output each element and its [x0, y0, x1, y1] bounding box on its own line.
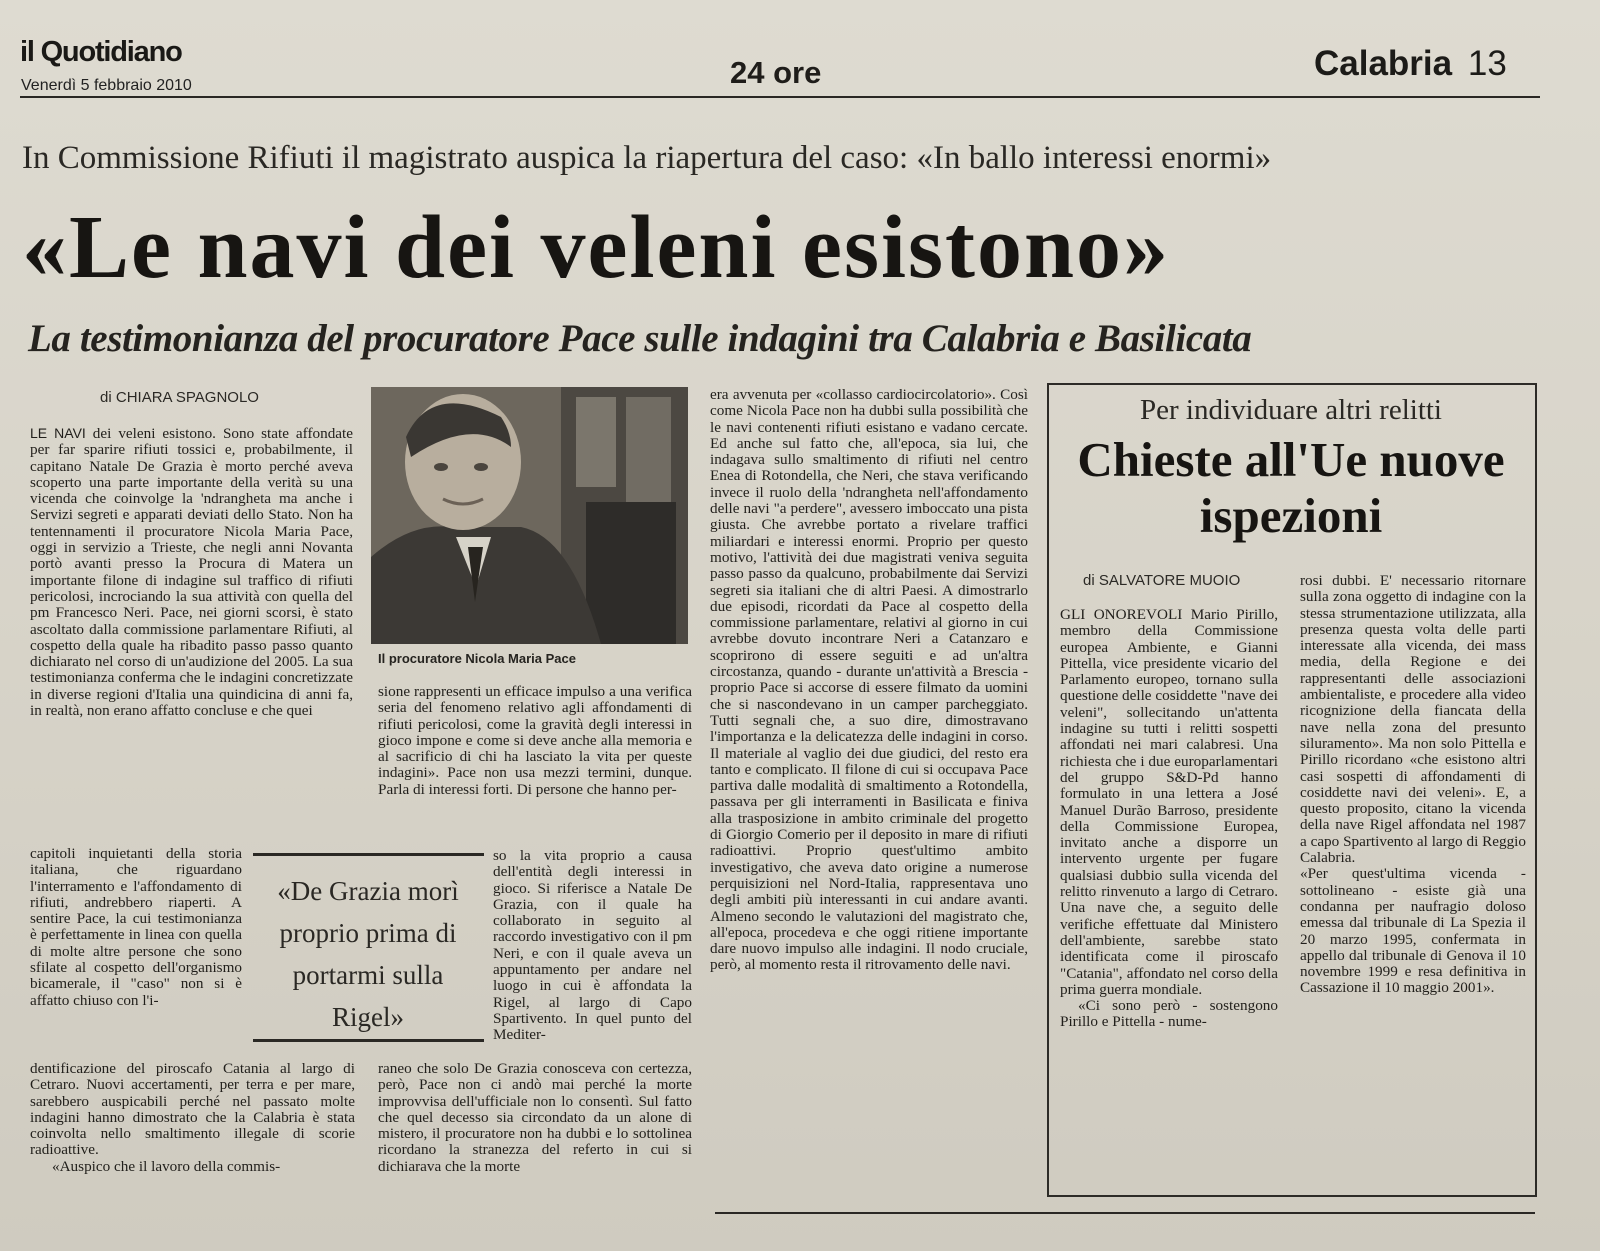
article-column-2-bottom: raneo che solo De Grazia conosceva con certezza, però, Pace non ci andò mai perché la morte improvvisa dell'ufficiale non lo consentì. Sul fatto che quel decesso sia circondato da un alone di mistero, il procuratore non ha dubbi e lo sottolinea ricordano la stranezza del referto in cui si dichiarava che la morte: [378, 1061, 692, 1175]
sidebar-paragraph-3: rosi dubbi. E' necessario ritornare sulla zona oggetto di indagine con la stessa strumentazione utilizzata, alla presenza questa volta delle parti interessate alla vicenda, dei mass media, della Regione e dei rappresentanti delle associazioni ambientaliste, e procedere alla video ricognizione della fiancata della nave nella zona del presunto siluramento». Ma non solo Pittella e Pirillo ricordano «che esistono altri casi sospetti di affondamenti di cosiddette navi dei veleni». E, a questo proposito, citano la vicenda della nave Rigel affondata nel 1987 a capo Spartivento al largo di Reggio Calabria.: [1300, 573, 1526, 867]
article-column-2-narrow: so la vita proprio a causa dell'entità degli interessi in gioco. Si riferisce a Natale De Grazia, con il quale ha collaborato in seguito al raccordo investigativo con il pm Neri, e con il quale aveva un appuntamento per andare nel luogo in cui è affondata la Rigel, al largo di Capo Spartivento. In quel punto del Mediter-: [493, 848, 692, 1044]
article-paragraph-1: [30, 425, 353, 719]
byline-name: CHIARA SPAGNOLO: [115, 389, 259, 406]
portrait-photo: [371, 387, 688, 644]
article-lead-in: LE NAVI: [30, 425, 86, 441]
sidebar-headline: Chieste all'Ue nuove ispezioni: [1077, 432, 1505, 543]
article-column-1-bottom: [30, 1061, 355, 1211]
masthead-date: Venerdì 5 febbraio 2010: [21, 77, 192, 94]
bottom-rule: [715, 1212, 1535, 1214]
portrait-illustration: [371, 387, 688, 644]
sidebar-column-2: [1300, 573, 1526, 1183]
masthead-rule: [20, 96, 1540, 98]
sidebar-paragraph-2: «Ci sono però - sostengono Pirillo e Pittella - nume-: [1060, 997, 1278, 1031]
masthead-region: [1314, 44, 1507, 84]
article-headline: «Le navi dei veleni esistono»: [22, 198, 1171, 297]
sidebar-byline: [1083, 572, 1240, 589]
article-kicker: In Commissione Rifiuti il magistrato auspica la riapertura del caso: «In ballo interessi enormi»: [22, 140, 1272, 176]
sidebar-kicker: Per individuare altri relitti: [1140, 394, 1442, 426]
sidebar-column-1: [1060, 607, 1278, 1182]
article-column-1-narrow: capitoli inquietanti della storia italiana, che riguardano l'interramento e l'affondamento di rifiuti, andrebbero riaperti. A sentire Pace, la cui testimonianza è perfettamente in linea con quella di molte altre persone che sono sfilate al cospetto dell'organismo bicamerale, il "caso" non si è affatto chiuso con l'i-: [30, 846, 242, 1009]
article-paragraph-4: «Auspico che il lavoro della commis-: [52, 1157, 281, 1175]
pullquote-rule-top: [253, 853, 484, 856]
masthead-logo: il Quotidiano: [20, 36, 182, 68]
region-label: Calabria: [1314, 44, 1453, 83]
sidebar-paragraph-4: «Per quest'ultima vicenda - sottolineano - esiste già una condanna per naufragio doloso emessa dal tribunale di La Spezia il 20 marzo 1995, confermata in appello dal tribunale di Genova il 10 novembre 1999 e resa definitiva in Cassazione il 10 maggio 2001».: [1300, 865, 1526, 997]
masthead-section: 24 ore: [730, 55, 822, 90]
article-column-1: [30, 425, 353, 847]
sidebar-byline-prefix: di: [1083, 572, 1095, 589]
photo-caption: Il procuratore Nicola Maria Pace: [378, 651, 576, 666]
article-paragraph-3: dentificazione del piroscafo Catania al largo di Cetraro. Nuovi accertamenti, per terra e per mare, sarebbero auspicabili perché nel passato molte indagini hanno dimostrato che la Calabria è stata coinvolta nello smaltimento illegale di scorie radioattive.: [30, 1061, 355, 1159]
sidebar-paragraph-1: GLI ONOREVOLI Mario Pirillo, membro della Commissione europea Ambiente, e Gianni Pittella, vice presidente vicario del Parlamento europeo, tornano sulla questione delle cosiddette "nave dei veleni", sollecitando un'attenta indagine su tutti i relitti sospetti affondati nei mari calabresi. Una richiesta che i due europarlamentari del gruppo S&D-Pd hanno formulato in una lettera a José Manuel Durão Barroso, presidente della Commissione Europea, invitato anche a disporre un intervento urgente per fugare qualsiasi dubbio sulla vicenda del relitto rinvenuto a largo di Cetraro. Una nave che, a seguito delle verifiche effettuate dal Ministero dell'ambiente, sarebbe stato identificata come il piroscafo "Catania", affondato nel corso della prima guerra mondiale.: [1060, 607, 1278, 998]
pullquote-rule-bottom: [253, 1039, 484, 1042]
article-byline: [100, 389, 259, 406]
article-column-3: era avvenuta per «collasso cardiocircolatorio». Così come Nicola Pace non ha dubbi sulla possibilità che le navi contenenti rifiuti esistano e vadano cercate. Ed anche sul fatto che, all'epoca, sia lui, che indagava sullo smaltimento di rifiuti nel centro Enea di Rotondella, che Neri, che stava verificando invece il ruolo della 'ndrangheta nell'affondamento delle navi "a perdere", avessero imboccato una pista giusta. Che avrebbe portato a rivelare traffici miliardari e interessi enormi. Proprio per questo motivo, l'attività dei due magistrati veniva seguita passo passo da qualcuno, probabilmente dai Servizi segreti sia italiani che di altri Paesi. A dimostrarlo due episodi, ricordati da Pace al cospetto della commissione parlamentare, relativi al giorno in cui avrebbe dovuto incontrare Neri a Catanzaro e scoprirono di essere seguiti e ad un'altra circostanza, quando - durante un'attività a Brescia - proprio Pace si accorse di essere filmato da uomini che si nascondevano in un camper parcheggiato. Tutti segnali che, a suo dire, dimostravano l'importanza e la delicatezza delle indagini in corso. Il materiale al vaglio dei due giudici, del resto era tanto e complicato. Il filone di cui si occupava Pace partiva dalle modalità di smaltimento a Rotondella, passava per gli interramenti in Basilicata e finiva alla trasposizione in ambito criminale del progetto di Giorgio Comerio per il deposito in mare di rifiuti radioattivi. Proprio quest'ultimo ambito investigativo, che aveva dato origine a numerose perquisizioni nel Nord-Italia, rappresentava uno degli ambiti più interessanti in cui andare avanti. Almeno secondo le valutazioni del magistrato che, all'epoca, procedeva e che oggi ritiene importante dare nuovo impulso alle indagini. Il nodo cruciale, però, al momento resta il ritrovamento delle navi.: [710, 387, 1028, 974]
article-paragraph-1-text: dei veleni esistono. Sono state affondate per far sparire rifiuti tossici e, probabilmente, il capitano Natale De Grazia è morto perché aveva scoperto una parte importante della verità su una vicenda che coinvolge la 'ndrangheta ma anche i Servizi segreti e apparati deviati dello Stato. Non ha tentennamenti il procuratore Nicola Maria Pace, oggi in servizio a Trieste, che negli anni Novanta portò avanti presso la Procura di Matera un importante filone di indagine sul traffico di rifiuti pericolosi, incrociando la sua attività con quella del pm Francesco Neri. Pace, nei giorni scorsi, è stato ascoltato dalla commissione parlamentare Rifiuti, al cospetto della quale ha ribadito passo passo quanto dichiarato nel corso di un'audizione del 2005. La sua testimonianza conferma che le indagini concretizzate in diverse regioni d'Italia una quindicina di anni fa, in realtà, non erano affatto concluse e che quei: [30, 425, 353, 720]
pull-quote: «De Grazia morì proprio prima di portarmi sulla Rigel»: [277, 876, 459, 1032]
article-column-2: sione rappresenti un efficace impulso a una verifica seria del fenomeno relativo agli affondamenti di rifiuti pericolosi, come la gravità degli interessi in gioco impone e come si deve anche alla memoria e al sacrificio di chi ha lasciato la vita per queste indagini». Pace non usa mezzi termini, dunque. Parla di interessi forti. Di persone che hanno per-: [378, 684, 692, 798]
sidebar-byline-name: SALVATORE MUOIO: [1098, 572, 1241, 589]
byline-prefix: di: [100, 389, 112, 406]
page-number: 13: [1467, 44, 1507, 83]
article-subheadline: La testimonianza del procuratore Pace sulle indagini tra Calabria e Basilicata: [28, 317, 1252, 360]
